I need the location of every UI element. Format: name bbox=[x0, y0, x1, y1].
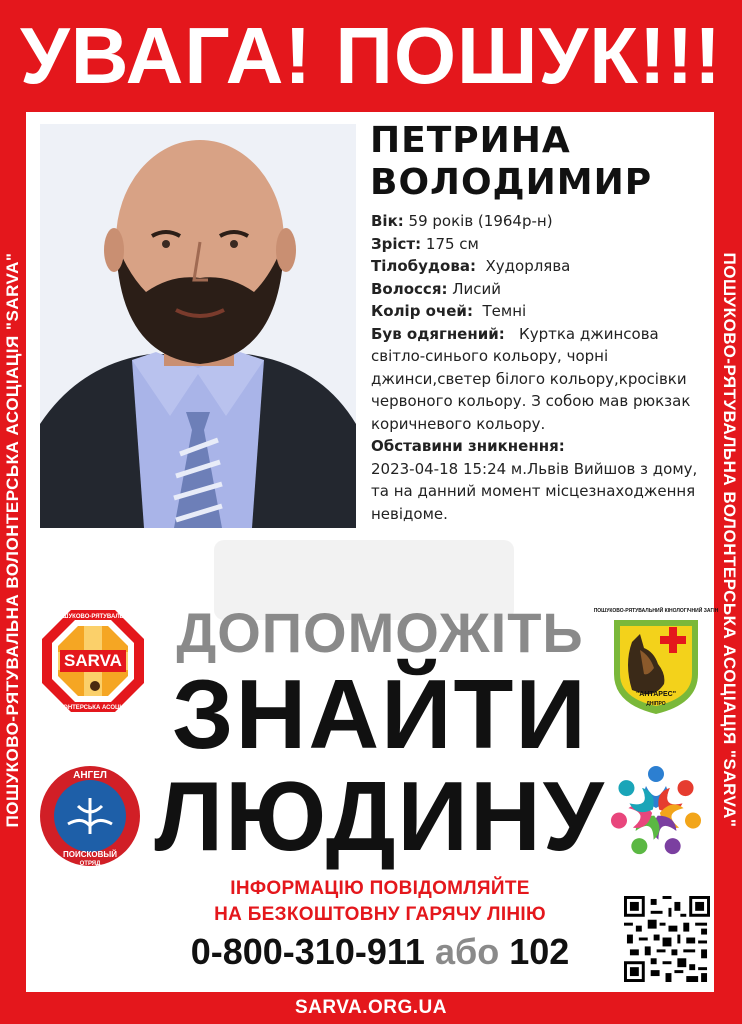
hotline-alt-number: 102 bbox=[509, 931, 570, 972]
angel-bottom-text-1: ПОИСКОВЫЙ bbox=[63, 850, 117, 859]
clothes-row bbox=[371, 323, 707, 436]
poster-headline: УВАГА! ПОШУК!!! bbox=[20, 11, 722, 100]
circumstances-label-text: Обставини зникнення: bbox=[371, 437, 565, 455]
circumstances-value: 2023-04-18 15:24 м.Львів Вийшов з дому, та на данний момент місцезнаходження невідоме. bbox=[371, 459, 698, 523]
build-value: Худорлява bbox=[485, 257, 571, 275]
sarva-logo-icon bbox=[40, 608, 146, 714]
hair-label: Волосся: bbox=[371, 279, 448, 298]
person-details bbox=[371, 210, 707, 525]
age-row bbox=[371, 210, 707, 233]
sarva-logo-name: SARVA bbox=[64, 651, 122, 670]
hair-value: Лисий bbox=[452, 279, 502, 298]
height-row bbox=[371, 233, 707, 256]
angel-logo-icon bbox=[38, 764, 142, 868]
eyes-label: Колір очей: bbox=[371, 302, 473, 320]
age-label: Вік: bbox=[371, 212, 404, 230]
angel-bottom-text-2: ОТРЯД bbox=[79, 861, 101, 867]
age-value: 59 років (1964р-н) bbox=[408, 212, 553, 230]
person-surname: ПЕТРИНА bbox=[370, 120, 571, 161]
sarva-ring-top: ПОШУКОВО-РЯТУВАЛЬНА bbox=[53, 614, 133, 620]
person-photo bbox=[40, 124, 356, 528]
height-value: 175 см bbox=[425, 234, 479, 253]
clothes-value: Куртка джинсова світло-синього кольору, чорні джинси,светер білого кольору,кросівки червоного кольору. З собою мав рюкзак коричневого кольору. bbox=[371, 324, 691, 433]
height-label: Зріст: bbox=[371, 234, 422, 253]
person-first-name: ВОЛОДИМИР bbox=[370, 162, 653, 203]
hotline-or: або bbox=[434, 931, 500, 972]
eyes-row bbox=[371, 300, 707, 323]
hair-row bbox=[371, 278, 707, 301]
appeal-help: ДОПОМОЖІТЬ bbox=[176, 601, 584, 664]
antares-logo-icon bbox=[593, 604, 719, 716]
appeal-find-line1: ЗНАЙТИ bbox=[172, 659, 588, 769]
clothes-label: Був одягнений: bbox=[371, 324, 505, 343]
angel-top-text: АНГЕЛ bbox=[73, 770, 107, 781]
sarva-ring-bottom: ВОЛОНТЕРСЬКА АСОЦІАЦІЯ bbox=[50, 705, 136, 711]
antares-city: ДНІПРО bbox=[646, 701, 666, 707]
eyes-value: Темні bbox=[482, 302, 527, 320]
contact-info-line1: ІНФОРМАЦІЮ ПОВІДОМЛЯЙТЕ bbox=[230, 878, 530, 899]
build-label: Тілобудова: bbox=[371, 257, 476, 275]
contact-info-line2: НА БЕЗКОШТОВНУ ГАРЯЧУ ЛІНІЮ bbox=[214, 904, 546, 925]
person-name bbox=[370, 120, 652, 204]
antares-top-text: ПОШУКОВО-РЯТУВАЛЬНИЙ КІНОЛОГІЧНИЙ ЗАГІН bbox=[593, 608, 719, 614]
antares-name: "АНТАРЕС" bbox=[635, 691, 677, 698]
hotline-phone bbox=[120, 930, 640, 974]
contact-info bbox=[150, 876, 610, 928]
hotline-number: 0-800-310-911 bbox=[190, 931, 425, 972]
circumstances-label bbox=[371, 435, 707, 458]
build-row bbox=[371, 255, 707, 278]
side-text-left: ПОШУКОВО-РЯТУВАЛЬНА ВОЛОНТЕРСЬКА АСОЦІАЦІЯ "SARVA" bbox=[3, 252, 22, 828]
appeal-find-line2: ЛЮДИНУ bbox=[154, 761, 606, 871]
side-text-right: ПОШУКОВО-РЯТУВАЛЬНА ВОЛОНТЕРСЬКА АСОЦІАЦІЯ "SARVA" bbox=[720, 252, 739, 828]
qr-code-icon bbox=[624, 896, 710, 982]
website-link[interactable]: SARVA.ORG.UA bbox=[294, 997, 448, 1018]
